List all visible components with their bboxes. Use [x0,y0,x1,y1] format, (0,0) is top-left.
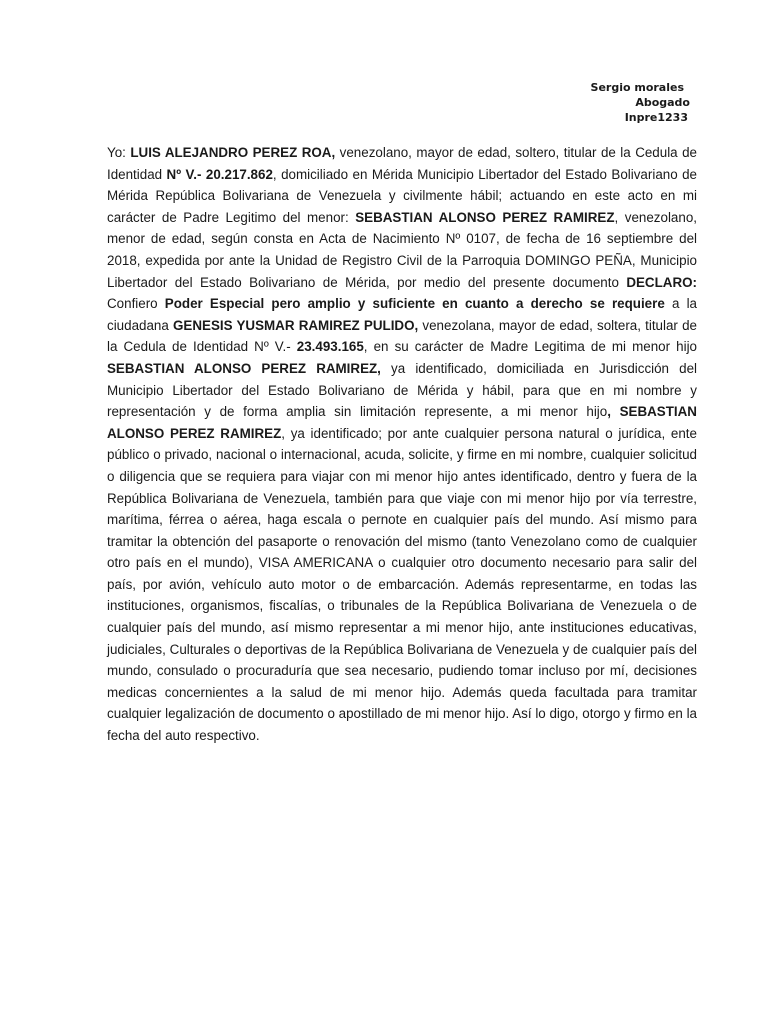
power-of-attorney-text [107,142,697,747]
text-run: venezolano, mayor de edad, soltero, titular de la Cedula de Identidad [107,145,697,182]
text-run: venezolana, mayor de edad, soltera, titular de la Cedula de Identidad Nº V.- [107,317,697,355]
text-run: Yo: [107,145,131,160]
attorney-name: GENESIS YUSMAR RAMIREZ PULIDO, [173,317,419,333]
text-run: , en su carácter de Madre Legitima de mi menor hijo [363,339,697,355]
minor-name: , SEBASTIAN ALONSO PEREZ RAMIREZ [107,404,697,441]
declaro-label: DECLARO: [626,274,697,290]
lawyer-title: Abogado [635,96,690,109]
paragraph [107,142,697,747]
lawyer-header [591,80,692,125]
text-run: , ya identificado; por ante cualquier persona natural o jurídica, ente público o privado, nacional o internacional, acuda, solicite, y firme en mi nombre, cualquier solicitud o diligencia que se requiera para viajar con mi menor hijo antes identificado, dentro y fuera de la República Bolivariana de Venezuela, también para que viaje con mi menor hijo por vía terrestre, marítima, férrea o aérea, haga escala o pernote en cualquier país del mundo. Así mismo para tramitar la obtención del pasaporte o renovación del mismo (tanto Venezolano como de cualquier otro país en el mundo), VISA AMERICANA o cualquier otro documento necesario para salir del país, por avión, vehículo auto motor o de embarcación. Además representarme, en todas las instituciones, organismos, fiscalías, o tribunales de la República Bolivariana de Venezuela o de cualquier país del mundo, así mismo representar a mi menor hijo, ante instituciones educativas, judiciales, Culturales o deportivas de la República Bolivariana de Venezuela y de cualquier país del mundo, consulado o procuraduría que sea necesario, pudiendo tomar incluso por mí, decisiones medicas concernientes a la salud de mi menor hijo. Además queda facultada para tramitar cualquier legalización de documento o apostillado de mi menor hijo. Así lo digo, otorgo y firmo en la fecha del auto respectivo. [107,425,697,744]
text-run: , domiciliado en Mérida Municipio Libertador del Estado Bolivariano de Mérida República Bolivariana de Venezuela y civilmente hábil; actuando en este acto en mi carácter de Padre Legitimo del menor: [107,166,697,225]
minor-name: SEBASTIAN ALONSO PEREZ RAMIREZ [355,209,615,225]
text-run: ya identificado, domiciliada en Jurisdicción del Municipio Libertador del Estado Bolivariano de Mérida y hábil, para que en mi nombre y representación y de forma amplia sin limitación represente, a mi menor hijo [107,360,698,420]
power-type: Poder Especial pero amplio y suficiente en cuanto a derecho se requiere [164,296,665,312]
attorney-id: 23.493.165 [296,339,364,355]
lawyer-name: Sergio morales [590,81,684,94]
minor-name: SEBASTIAN ALONSO PEREZ RAMIREZ, [107,360,381,376]
text-run: , venezolano, menor de edad, según consta en Acta de Nacimiento Nº 0107, de fecha de 16 septiembre del 2018, expedida por ante la Unidad de Registro Civil de la Parroquia DOMINGO PEÑA, Municipio Libertador del Estado Bolivariano de Mérida, por medio del presente documento [107,209,697,290]
text-run: Confiero [107,296,165,312]
grantor-name: LUIS ALEJANDRO PEREZ ROA, [130,145,336,160]
text-run: a la ciudadana [107,296,697,333]
grantor-id: Nº V.- 20.217.862 [166,166,273,182]
lawyer-inpre: Inpre1233 [624,111,688,124]
